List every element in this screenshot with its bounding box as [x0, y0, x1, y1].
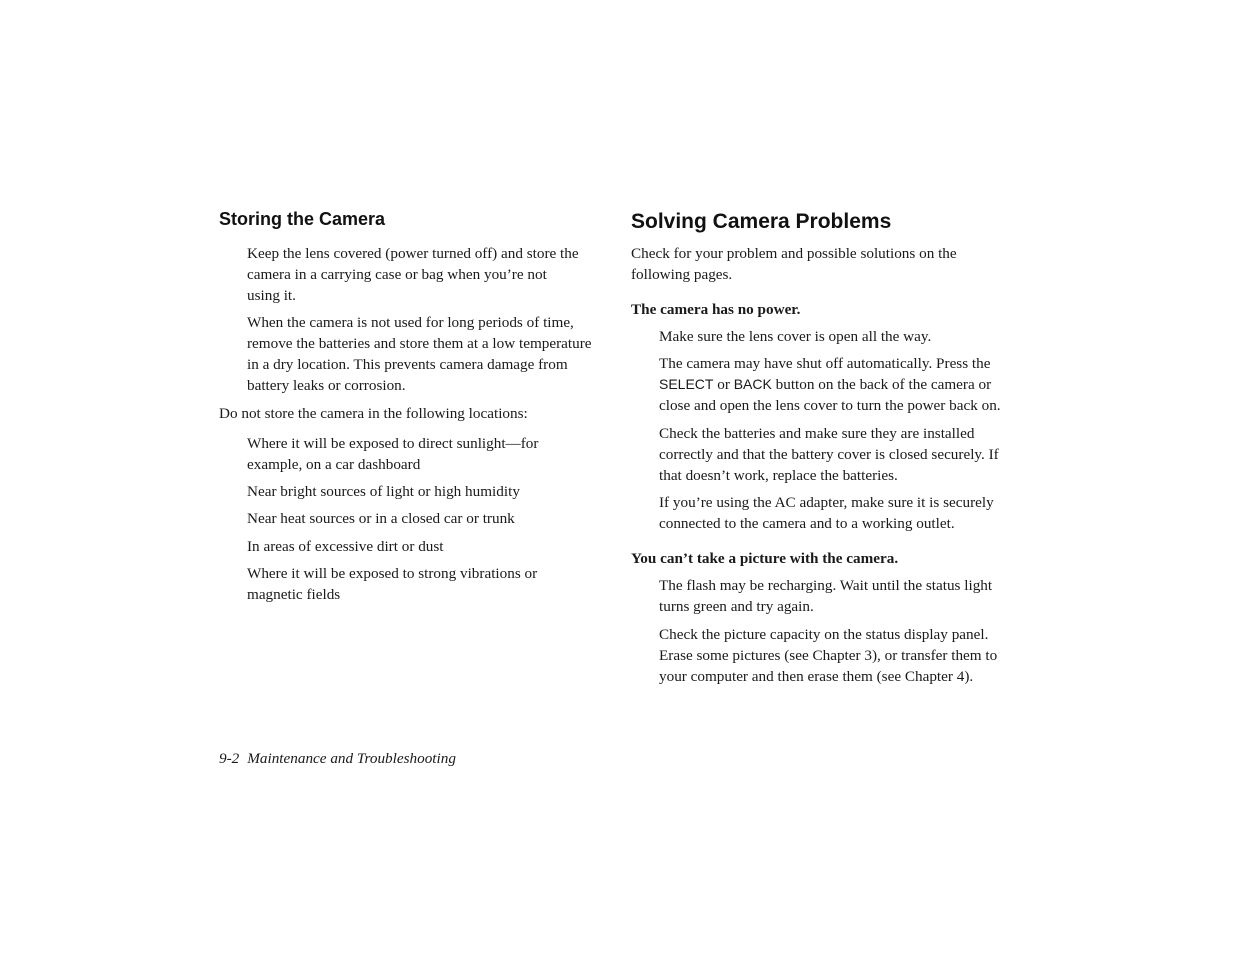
text-line: Make sure the lens cover is open all the way.	[659, 328, 932, 345]
text-line	[659, 374, 1029, 395]
text-line: Check the batteries and make sure they are installed	[659, 425, 975, 442]
text-line: Where it will be exposed to direct sunlight—for	[247, 435, 539, 452]
text-line: If you’re using the AC adapter, make sure it is securely	[659, 494, 994, 511]
list-item-humidity	[247, 481, 609, 502]
text-line: remove the batteries and store them at a low temperature	[247, 335, 592, 352]
text-line: correctly and that the battery cover is closed securely. If	[659, 446, 999, 463]
text-line: The flash may be recharging. Wait until the status light	[659, 577, 993, 594]
list-item-sunlight	[247, 433, 609, 475]
list-item-heat	[247, 508, 609, 529]
text-line: following pages.	[631, 266, 733, 283]
text-line: turns green and try again.	[659, 598, 814, 615]
text-line: When the camera is not used for long periods of time,	[247, 314, 574, 331]
text-line: magnetic fields	[247, 586, 341, 603]
problem-heading-no-picture: You can’t take a picture with the camera.	[631, 550, 899, 567]
section-heading-solving: Solving Camera Problems	[631, 210, 892, 233]
paragraph-intro	[631, 243, 1026, 285]
text-line: example, on a car dashboard	[247, 456, 421, 473]
text-line: Check the picture capacity on the status display panel.	[659, 626, 989, 643]
text-line: Check for your problem and possible solutions on the	[631, 245, 957, 262]
solution-shut-off	[659, 353, 1029, 416]
text-line: your computer and then erase them (see Chapter 4).	[659, 668, 974, 685]
list-item-dirt	[247, 536, 609, 557]
text-line: Near bright sources of light or high humidity	[247, 483, 520, 500]
paragraph-long-storage	[247, 312, 609, 396]
text-line: The camera may have shut off automatically. Press the	[659, 355, 991, 372]
paragraph-do-not-store: Do not store the camera in the following locations:	[219, 405, 528, 422]
solution-batteries	[659, 423, 1029, 486]
text-line: in a dry location. This prevents camera damage from	[247, 356, 568, 373]
back-button-label: BACK	[733, 376, 772, 392]
select-button-label: SELECT	[659, 376, 714, 392]
solution-ac-adapter	[659, 492, 1029, 534]
text-fragment: button on the back of the camera or	[771, 376, 992, 393]
text-line: camera in a carrying case or bag when you’re not	[247, 266, 547, 283]
text-line: Keep the lens covered (power turned off) and store the	[247, 245, 579, 262]
text-line: In areas of excessive dirt or dust	[247, 538, 444, 555]
chapter-title: Maintenance and Troubleshooting	[247, 750, 456, 767]
text-line: connected to the camera and to a working outlet.	[659, 515, 955, 532]
text-line: close and open the lens cover to turn the power back on.	[659, 397, 1001, 414]
list-item-vibrations	[247, 563, 609, 605]
text-line: battery leaks or corrosion.	[247, 377, 406, 394]
solution-flash-recharging	[659, 575, 1029, 617]
text-line: that doesn’t work, replace the batteries.	[659, 467, 898, 484]
text-line: Near heat sources or in a closed car or trunk	[247, 510, 515, 527]
text-line: using it.	[247, 287, 296, 304]
text-line: Where it will be exposed to strong vibrations or	[247, 565, 538, 582]
section-heading-storing: Storing the Camera	[219, 209, 386, 229]
page-footer	[219, 748, 456, 769]
text-line: Erase some pictures (see Chapter 3), or transfer them to	[659, 647, 998, 664]
solution-picture-capacity	[659, 624, 1029, 687]
text-fragment: or	[713, 376, 734, 393]
page-number: 9-2	[219, 750, 240, 767]
solution-lens-cover	[659, 326, 1029, 347]
problem-heading-no-power: The camera has no power.	[631, 301, 801, 318]
paragraph-keep-lens-covered	[247, 243, 609, 306]
